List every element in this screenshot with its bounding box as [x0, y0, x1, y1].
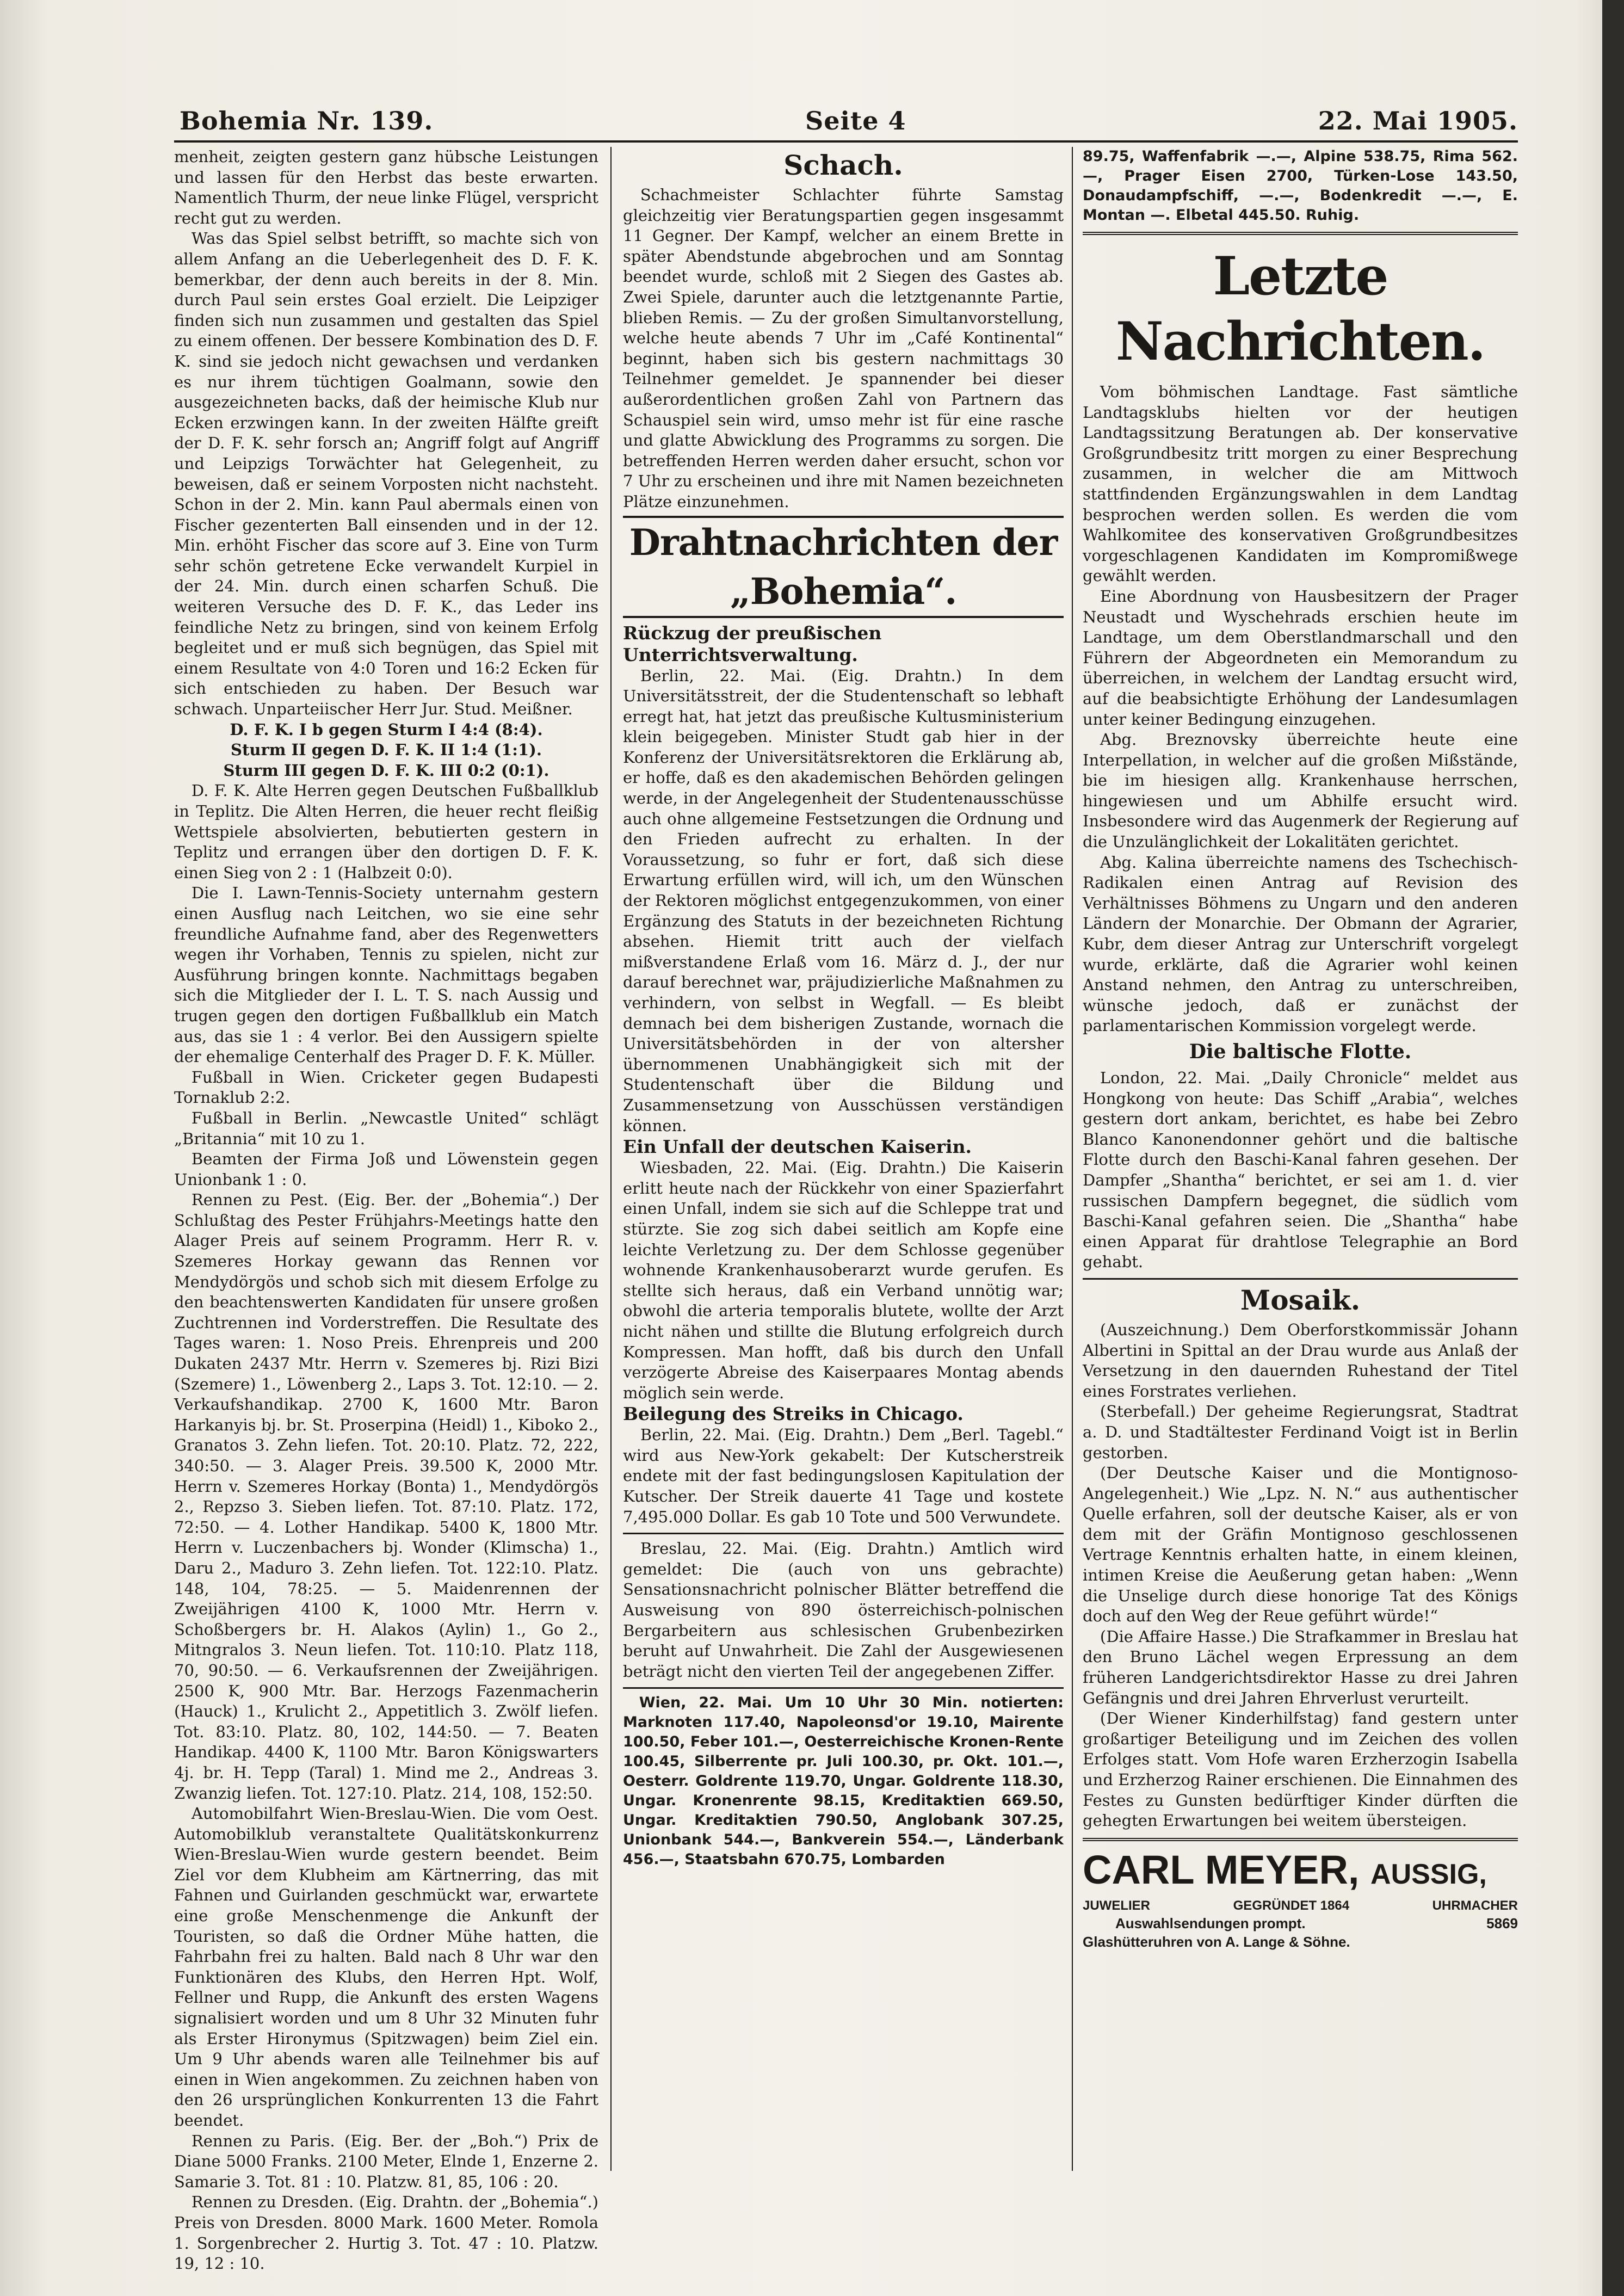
paragraph: Rennen zu Dresden. (Eig. Drahtn. der „Bohemia“.) Preis von Dresden. 8000 Mark. 1600 Meter. Romola 1. Sorgenbrecher 2. Hurtig 3. Tot. 47 : 10. Platzw. 19, 12 : 10. [174, 2193, 598, 2273]
section-title-drahtnachrichten: Drahtnachrichten der „Bohemia“. [623, 516, 1064, 618]
stock-market-report: Wien, 22. Mai. Um 10 Uhr 30 Min. notierten: Marknoten 117.40, Napoleonsd'or 19.10, Mairente 100.50, Feber 101.—, Oesterreichische Kronen-Rente 100.45, Silberrente pr. Juli 100.30, pr. Okt. 101.—, Oesterr. Goldrente 119.70, Ungar. Goldrente 118.30, Ungar. Kronenrente 98.15, Kreditaktien 669.50, Ungar. Kreditaktien 790.50, Anglobank 307.25, Unionbank 544.—, Bankverein 554.—, Länderbank 456.—, Staatsbahn 670.75, Lombarden [623, 1694, 1064, 1868]
paragraph: Die I. Lawn-Tennis-Society unternahm gestern einen Ausflug nach Leitchen, wo sie eine sehr freundliche Aufnahme fand, aber des Regenwetters wegen ihr Vorhaben, Tennis zu spielen, nicht zur Ausführung bringen konnte. Nachmittags begaben sich die Mitglieder der I. L. T. S. nach Aussig und trugen gegen den dortigen Fußballklub ein Match aus, das sie 1 : 4 verlor. Bei den Aussigern spielte der ehemalige Centerhalf des Prager D. F. K. Müller. [174, 884, 598, 1066]
article-title: Rückzug der preußischen Unterrichtsverwaltung. [623, 622, 882, 665]
divider [1083, 1278, 1518, 1280]
article-title: Ein Unfall der deutschen Kaiserin. [623, 1136, 972, 1158]
paragraph: (Der Wiener Kinderhilfstag) fand gestern unter großartiger Beteiligung und im Zeichen des vollen Erfolges statt. Vom Hofe waren Erzherzogin Isabella und Erzherzog Rainer erschienen. Die Einnahmen des Festes zu Gunsten bedürftiger Kinder dürften die gehegten Erwartungen bei weitem übersteigen. [1083, 1709, 1518, 1830]
divider [1083, 1838, 1518, 1841]
paragraph: Beamten der Firma Joß und Löwenstein gegen Unionbank 1 : 0. [174, 1150, 598, 1189]
stock-market-report-continued: 89.75, Waffenfabrik —.—, Alpine 538.75, Rima 562.—, Prager Eisen 2700, Türken-Lose 143.50, Donaudampfschiff, —.—, Bodenkredit —.—, E. Montan —. Elbetal 445.50. Ruhig. [1083, 148, 1518, 224]
paragraph: (Der Deutsche Kaiser und die Montignoso-Angelegenheit.) Wie „Lpz. N. N.“ aus authentischer Quelle erfahren, soll der deutsche Kaiser, als er von dem mit der Gräfin Montignoso geschlossenen Vertrage Kenntnis erhalten hatte, in einem kleinen, intimen Kreise die Aeußerung getan haben: „Wenn die Unselige durch diese honorige Tat des Königs doch auf den Weg der Reue geführt würde!“ [1083, 1464, 1518, 1626]
header-issue: Bohemia Nr. 139. [180, 106, 434, 135]
column-3 [1083, 147, 1518, 2176]
ad-company-name: CARL MEYER, [1083, 1847, 1360, 1892]
paragraph: Eine Abordnung von Hausbesitzern der Prager Neustadt und Wyschehrads erschien heute im Landtage, um dem Oberstlandmarschall und den Führern der Abgeordneten ein Memorandum zu überreichen, in welchem der Landtag ersucht wird, auf die beabsichtigte Erhöhung der Landesumlagen unter keiner Bedingung einzugehen. [1083, 587, 1518, 729]
paragraph: Abg. Kalina überreichte namens des Tschechisch-Radikalen einen Antrag auf Revision des Verhältnisses Böhmens zu Ungarn und den anderen Ländern der Monarchie. Der Obmann der Agrarier, Kubr, dem dieser Antrag zur Unterschrift vorgelegt wurde, erklärte, daß die Agrarier wohl keinen Anstand nehmen, den Antrag zu unterschreiben, wünsche jedoch, daß er zunächst der parlamentarischen Kommission vorgelegt werde. [1083, 853, 1518, 1035]
paragraph: Was das Spiel selbst betrifft, so machte sich von allem Anfang an die Ueberlegenheit des D. F. K. bemerkbar, der denn auch bereits in der 8. Min. durch Paul sein erstes Goal erzielt. Die Leipziger finden sich nun zusammen und gestalten das Spiel zu einem offenen. Der bessere Kombination des D. F. K. sind sie jedoch nicht gewachsen und verdanken es nur ihrem tüchtigen Goalmann, sowie den ausgezeichneten backs, daß der heimische Klub nur Ecken erzwingen kann. In der zweiten Hälfte greift der D. F. K. sehr forsch an; Angriff folgt auf Angriff und Leipzigs Torwächter hat Gelegenheit, zu beweisen, daß er seinem Vorposten nicht nachsteht. Schon in der 2. Min. kann Paul abermals einen von Fischer gezenterten Ball einsenden und in der 12. Min. erhöht Fischer das score auf 3. Eine von Turm sehr schön getretene Ecke verwandelt Kurpiel in der 24. Min. durch einen scharfen Schuß. Die weiteren Versuche des D. F. K., das Leder ins feindliche Netz zu bringen, sind von keinem Erfolg begleitet und er muß sich begnügen, das Spiel mit einem Resultate von 4:0 Toren und 16:2 Ecken für sich entschieden zu haben. Der Besuch war schwach. Unparteiischer Herr Jur. Stud. Meißner. [174, 229, 598, 719]
header-page-number: Seite 4 [805, 106, 906, 135]
paragraph: (Die Affaire Hasse.) Die Strafkammer in Breslau hat den Bruno Lächel wegen Erpressung an dem früheren Landgerichtsdirektor Hasse zu drei Jahren Gefängnis und drei Jahren Ehrverlust verurteilt. [1083, 1627, 1518, 1707]
paragraph: Fußball in Wien. Cricketer gegen Budapesti Tornaklub 2:2. [174, 1067, 598, 1107]
paragraph: Rennen zu Paris. (Eig. Ber. der „Boh.“) Prix de Diane 5000 Franks. 2100 Meter, Elnde 1, Enzerne 2. Samarie 3. Tot. 81 : 10. Platzw. 81, 85, 106 : 20. [174, 2131, 598, 2191]
ad-city: AUSSIG, [1370, 1858, 1487, 1890]
section-title-schach: Schach. [783, 149, 903, 181]
ad-headline [1083, 1847, 1518, 1898]
paragraph: Wiesbaden, 22. Mai. (Eig. Drahtn.) Die Kaiserin erlitt heute nach der Rückkehr von einer Spazierfahrt einen Unfall, indem sie sich auf die Schleppe trat und stürzte. Sie zog sich dabei seitlich am Kopfe eine leichte Verletzung zu. Der dem Schlosse gegenüber wohnende Krankenhausoberarzt wurde gerufen. Es stellte sich heraus, daß ein Verband unnötig war; obwohl die arteria temporalis blutete, wollte der Arzt nicht nähen und stillte die Blutung erfolgreich durch Kompressen. Man hofft, daß bis durch den Unfall verzögerte Abreise des Kaiserpaares Montag abends möglich sein werde. [623, 1158, 1064, 1402]
result-line: Sturm III gegen D. F. K. III 0:2 (0:1). [223, 761, 549, 780]
ad-line-1-text: Auswahlsendungen prompt. [1115, 1915, 1306, 1931]
ad-uhrmacher: UHRMACHER [1432, 1898, 1518, 1913]
paragraph: Fußball in Berlin. „Newcastle United“ schlägt „Britannia“ mit 10 zu 1. [174, 1108, 598, 1148]
section-title-letzte-nachrichten: Letzte Nachrichten. [1115, 245, 1485, 372]
column-rule-2 [1072, 147, 1073, 2171]
paragraph: London, 22. Mai. „Daily Chronicle“ meldet aus Hongkong von heute: Das Schiff „Arabia“, welches gestern dort ankam, berichtet, es habe bei Zebro Blanco Kanonendonner gehört und die baltische Flotte durch den Baschi-Kanal fahren gesehen. Der Dampfer „Shantha“ berichtet, er sei am 1. d. vier russischen Dampfern begegnet, die südlich vom Baschi-Kanal gefahren seien. Die „Shantha“ habe einen Apparat für drahtlose Telegraphie an Bord gehabt. [1083, 1069, 1518, 1272]
page-header [180, 106, 1518, 139]
ad-founded: GEGRÜNDET 1864 [1233, 1898, 1350, 1913]
divider [623, 1687, 1064, 1689]
header-rule [174, 140, 1518, 143]
scan-edge [1602, 0, 1624, 2296]
ad-line-1-number: 5869 [1486, 1915, 1518, 1931]
paragraph: Abg. Breznovsky überreichte heute eine Interpellation, in welcher auf die großen Mißstände, bie im hiesigen allg. Krankenhause herrschen, hingewiesen und um Abhilfe ersucht wird. Insbesondere wird das Augenmerk der Regierung auf die Unzulänglichkeit der Lokalitäten gerichtet. [1083, 730, 1518, 851]
column-2 [623, 147, 1064, 2176]
paragraph: (Sterbefall.) Der geheime Regierungsrat, Stadtrat a. D. und Stadtältester Ferdinand Voigt ist in Berlin gestorben. [1083, 1402, 1518, 1462]
article-title: Beilegung des Streiks in Chicago. [623, 1403, 964, 1425]
advertisement-carl-meyer [1083, 1847, 1518, 1951]
section-title-mosaik: Mosaik. [1240, 1283, 1361, 1316]
paragraph: Automobilfahrt Wien-Breslau-Wien. Die vom Oest. Automobilklub veranstaltete Qualitätskonkurrenz Wien-Breslau-Wien wurde gestern beendet. Beim Ziel vor dem Klubheim am Kärtnerring, das mit Fahnen und Guirlanden geschmückt war, erwartete eine große Menschenmenge die Ankunft der Touristen, so daß die Ordner Mühe hatten, die Fahrbahn frei zu halten. Bald nach 8 Uhr war den Funktionären des Klubs, den Herren Hpt. Wolf, Fellner und Rupp, die Ankunft des ersten Wagens signalisiert worden und um 8 Uhr 32 Minuten fuhr als Erster Hironymus (Spitzwagen) beim Ziel ein. Um 9 Uhr abends waren alle Teilnehmer bis auf einen in Wien angekommen. Zu zeichnen haben von den 26 ursprünglichen Konkurrenten 13 die Fahrt beendet. [174, 1804, 598, 2130]
paragraph: Rennen zu Pest. (Eig. Ber. der „Bohemia“.) Der Schlußtag des Pester Frühjahrs-Meetings hatte den Alager Preis auf seinem Programm. Herr R. v. Szemeres Horkay gewann das Rennen vor Mendydörgös und schob sich mit diesem Erfolge zu den beachtenswerten Kandidaten für unsere großen Zuchtrennen ind Vorderstreffen. Die Resultate des Tages waren: 1. Noso Preis. Ehrenpreis und 200 Dukaten 2437 Mtr. Herrn v. Szemeres bj. Rizi Bizi (Szemere) 1., Löwenberg 2., Laps 3. Tot. 12:10. — 2. Verkaufshandikap. 2700 K, 1600 Mtr. Baron Harkanyis bj. br. St. Proserpina (Heidl) 1., Kiboko 2., Granatos 3. Zehn liefen. Tot. 20:10. Platz. 72, 222, 340:50. — 3. Alager Preis. 39.500 K, 2000 Mtr. Herrn v. Szemeres Horkay (Bonta) 1., Mendydörgös 2., Repzso 3. Sieben liefen. Tot. 87:10. Platz. 172, 72:50. — 4. Lother Handikap. 5400 K, 1800 Mtr. Herrn v. Luczenbachers bj. Wonder (Klimscha) 1., Daru 2., Maduro 3. Zehn liefen. Tot. 122:10. Platz. 148, 104, 78:25. — 5. Maidenrennen der Zweijährigen 4100 K, 1000 Mtr. Herrn v. Schoßbergers br. H. Alakos (Aylin) 1., Go 2., Mitngralos 3. Neun liefen. Tot. 110:10. Platz 118, 70, 90:50. — 6. Verkaufsrennen der Zweijährigen. 2500 K, 900 Mtr. Bar. Herzogs Fazenmacherin (Hauck) 1., Krulicht 2., Appetitlich 3. Zwölf liefen. Tot. 83:10. Platz. 80, 102, 144:50. — 7. Beaten Handikap. 4400 K, 1100 Mtr. Baron Königswarters 4j. br. H. Tepp (Taral) 1. Mind me 2., Andreas 3. Zwanzig liefen. Tot. 127:10. Platz. 214, 108, 152:50. [174, 1190, 598, 1803]
result-line: D. F. K. I b gegen Sturm I 4:4 (8:4). [230, 720, 543, 739]
article-title: Die baltische Flotte. [1189, 1040, 1412, 1063]
paragraph: Schachmeister Schlachter führte Samstag gleichzeitig vier Beratungspartien gegen insgesammt 11 Gegner. Der Kampf, welcher an einem Brette in später Abendstunde abgebrochen und am Sonntag beendet wurde, schloß mit 2 Siegen des Gastes ab. Zwei Spiele, darunter auch die letztgenannte Partie, blieben Remis. — Zu der großen Simultanvorstellung, welche heute abends 7 Uhr im „Café Kontinental“ beginnt, haben sich bis gestern nachmittags 30 Teilnehmer gemeldet. Je spannender bei dieser außerordentlichen großen Zahl von Partnern das Schauspiel sein wird, umso mehr ist für eine rasche und glatte Abwicklung des Programms zu sorgen. Die betreffenden Herren werden daher ersucht, schon vor 7 Uhr zu erscheinen und ihre mit Namen bezeichneten Plätze einzunehmen. [623, 186, 1064, 511]
paragraph: menheit, zeigten gestern ganz hübsche Leistungen und lassen für den Herbst das beste erwarten. Namentlich Thurm, der neue linke Flügel, verspricht recht gut zu werden. [174, 147, 598, 227]
ad-line-2: Glashütteruhren von A. Lange & Söhne. [1083, 1933, 1350, 1950]
ad-subline [1083, 1898, 1518, 1914]
column-1 [174, 147, 598, 2273]
paragraph: Vom böhmischen Landtage. Fast sämtliche Landtagsklubs hielten vor der heutigen Landtagssitzung Beratungen ab. Der konservative Großgrundbesitz tritt morgen zu einer Besprechung zusammen, in welcher die am Mittwoch stattfindenden Ergänzungswahlen in dem Landtag besprochen werden sollen. Es werden die vom Wahlkomitee des konservativen Großgrundbesitzes vorgeschlagenen Kandidaten im Kompromißwege gewählt werden. [1083, 382, 1518, 585]
paragraph: D. F. K. Alte Herren gegen Deutschen Fußballklub in Teplitz. Die Alten Herren, die heuer recht fleißig Wettspiele absolvierten, bebutierten gestern in Teplitz und errangen über den dortigen D. F. K. einen Sieg von 2 : 1 (Halbzeit 0:0). [174, 781, 598, 882]
divider [623, 1533, 1064, 1534]
paragraph: Breslau, 22. Mai. (Eig. Drahtn.) Amtlich wird gemeldet: Die (auch von uns gebrachte) Sensationsnachricht polnischer Blätter betreffend die Ausweisung von 890 österreichisch-polnischen Bergarbeitern aus schlesischen Grubenbezirken beruht auf Unwahrheit. Die Zahl der Ausgewiesenen beträgt nicht den vierten Teil der angegebenen Ziffer. [623, 1539, 1064, 1681]
header-date: 22. Mai 1905. [1318, 106, 1518, 135]
result-line: Sturm II gegen D. F. K. II 1:4 (1:1). [231, 740, 542, 760]
ad-line-1 [1083, 1914, 1518, 1933]
column-rule-1 [610, 147, 612, 2171]
paragraph: Berlin, 22. Mai. (Eig. Drahtn.) Dem „Berl. Tagebl.“ wird aus New-York gekabelt: Der Kutscherstreik endete mit der fast bedingungslosen Kapitulation der Kutscher. Der Streik dauerte 41 Tage und kostete 7,495.000 Dollar. Es gab 10 Tote und 500 Verwundete. [623, 1425, 1064, 1526]
paragraph: (Auszeichnung.) Dem Oberforstkommissär Johann Albertini in Spittal an der Drau wurde aus Anlaß der Versetzung in den dauernden Ruhestand der Titel eines Forstrates verliehen. [1083, 1320, 1518, 1400]
paragraph: Berlin, 22. Mai. (Eig. Drahtn.) In dem Universitätsstreit, der die Studentenschaft so lebhaft erregt hat, hat jetzt das preußische Kultusministerium klein beigegeben. Minister Studt gab hier in der Konferenz der Universitätsrektoren die Erklärung ab, er hoffe, daß es den akademischen Behörden gelingen werde, in der Angelegenheit der Studentenausschüsse auch ohne allgemeine Festsetzungen die Ordnung und den Frieden aufrecht zu erhalten. In der Voraussetzung, so fuhr er fort, daß sich diese Erwartung erfüllen wird, will ich, um den Wünschen der Rektoren möglichst entgegenzukommen, von einer Ergänzung des Statuts in der bezeichneten Richtung absehen. Hiemit tritt auch der vielfach mißverstandene Erlaß vom 16. März d. J., der nur darauf berechnet war, präjudizierliche Maßnahmen zu verhindern, von selbst in Wegfall. — Es bleibt demnach bei dem bisherigen Zustande, wornach die Universitätsbehörden in der von altersher übernommenen Unabhängigkeit sich mit der Studentenschaft über die Bildung und Zusammensetzung von Ausschüssen verständigen können. [623, 666, 1064, 1135]
ad-juwelier: JUWELIER [1083, 1898, 1151, 1913]
divider [1083, 232, 1518, 235]
